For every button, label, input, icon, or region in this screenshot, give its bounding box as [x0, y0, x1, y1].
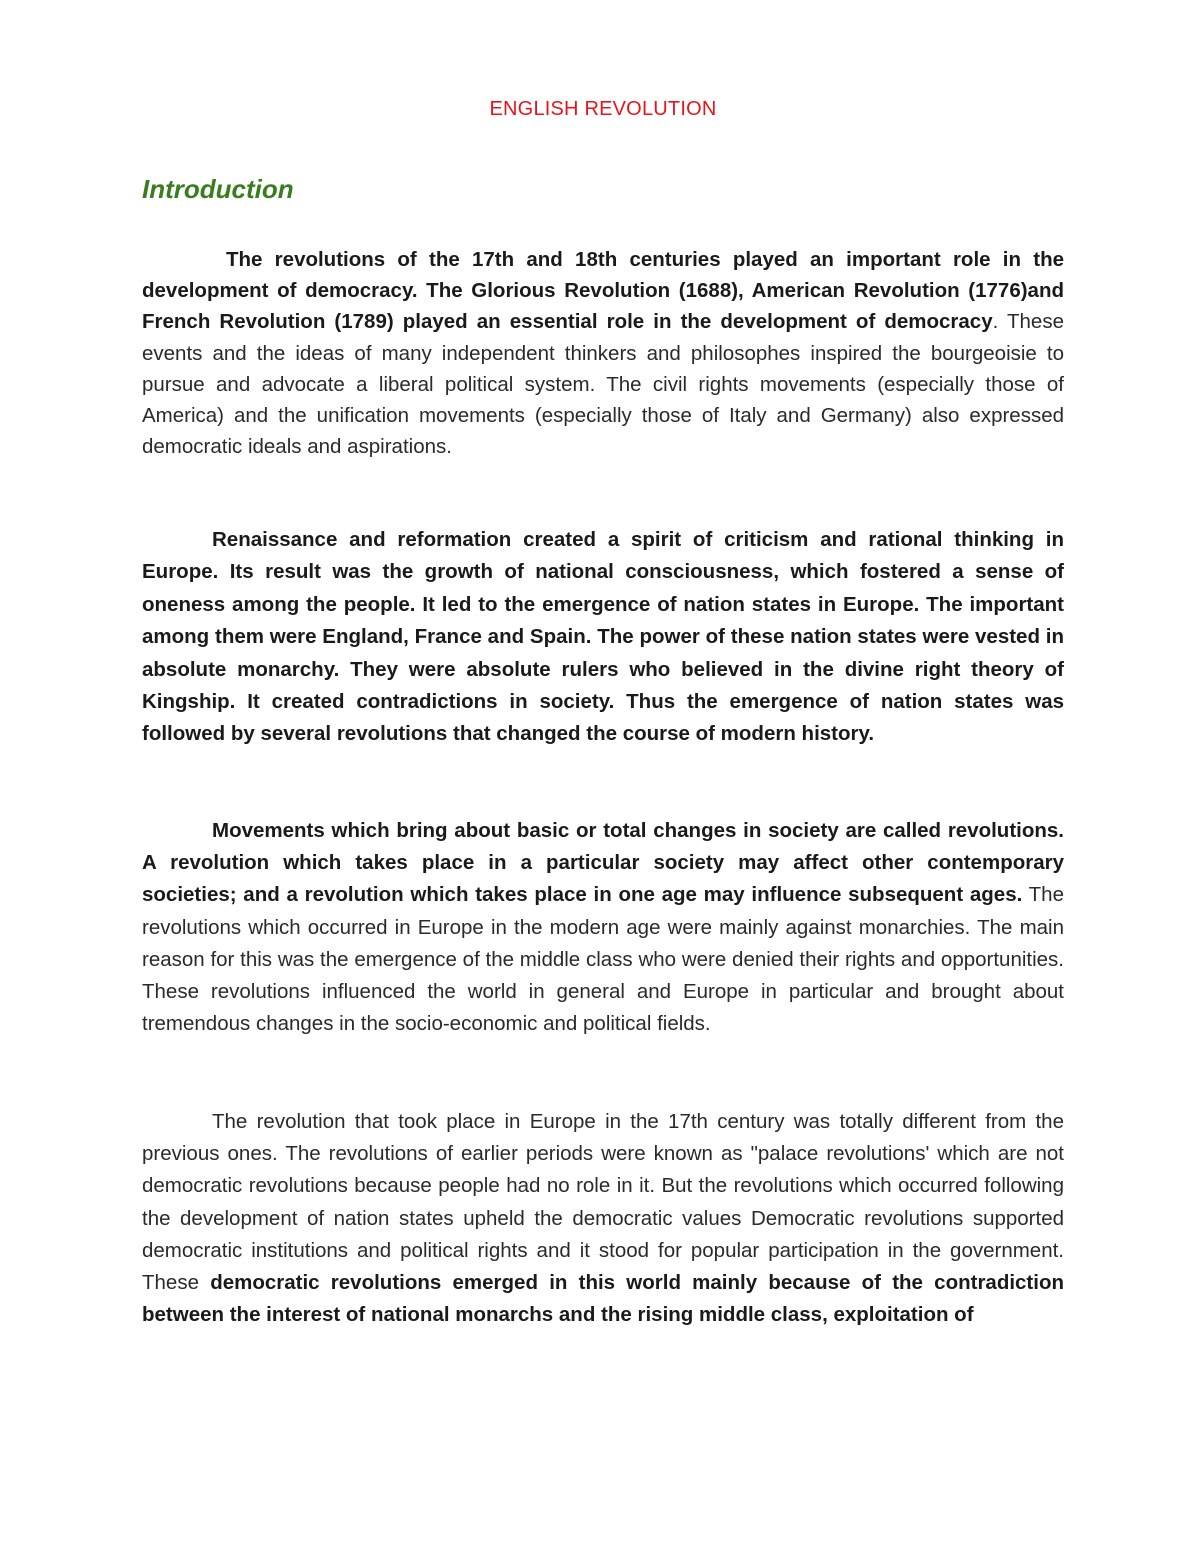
section-heading: Introduction [142, 174, 294, 204]
paragraph-1-normal-text: . These events and the ideas of many independent thinkers and philosophes inspired the bourgeoisie to pursue and advocate a liberal political system. The civil rights movements (especially those of America) and the unification movements (especially those of Italy and Germany) also expressed democratic ideals and aspirations. [142, 310, 1064, 459]
paragraph-2-bold-text: Renaissance and reformation created a spirit of criticism and rational thinking in Europe. Its result was the growth of national consciousness, which fostered a sense of oneness among the people. It led to the emergence of nation states in Europe. The important among them were England, France and Spain. The power of these nation states were vested in absolute monarchy. They were absolute rulers who believed in the divine right theory of Kingship. It created contradictions in society. Thus the emergence of nation states was followed by several revolutions that changed the course of modern history. [142, 528, 1064, 746]
paragraph-1-bold-text: The revolutions of the 17th and 18th centuries played an important role in the development of democracy. The Glorious Revolution (1688), American Revolution (1776)and French Revolution (1789) played an essential role in the development of democracy [142, 248, 1064, 334]
paragraph-4-normal-text: The revolution that took place in Europe in the 17th century was totally different from the previous ones. The revolutions of earlier periods were known as "palace revolutions' which are not democratic revolutions because people had no role in it. But the revolutions which occurred following the development of nation states upheld the democratic values Democratic revolutions supported democratic institutions and political rights and it stood for popular participation in the government. These [142, 1110, 1064, 1295]
paragraph-3 [142, 815, 1064, 1040]
paragraph-1 [142, 244, 1064, 462]
paragraph-4 [142, 1106, 1064, 1331]
document-title: ENGLISH REVOLUTION [489, 98, 717, 120]
paragraph-3-bold-text: Movements which bring about basic or total changes in society are called revolutions. A revolution which takes place in a particular society may affect other contemporary societies; and a revolution which takes place in one age may influence subsequent ages. [142, 819, 1064, 907]
paragraph-2 [142, 524, 1064, 751]
paragraph-4-bold-text: democratic revolutions emerged in this world mainly because of the contradiction between the interest of national monarchs and the rising middle class, exploitation of [142, 1271, 1065, 1327]
paragraph-3-normal-text: The revolutions which occurred in Europe in the modern age were mainly against monarchies. The main reason for this was the emergence of the middle class who were denied their rights and opportunities. These revolutions influenced the world in general and Europe in particular and brought about tremendous changes in the socio-economic and political fields. [142, 883, 1064, 1036]
